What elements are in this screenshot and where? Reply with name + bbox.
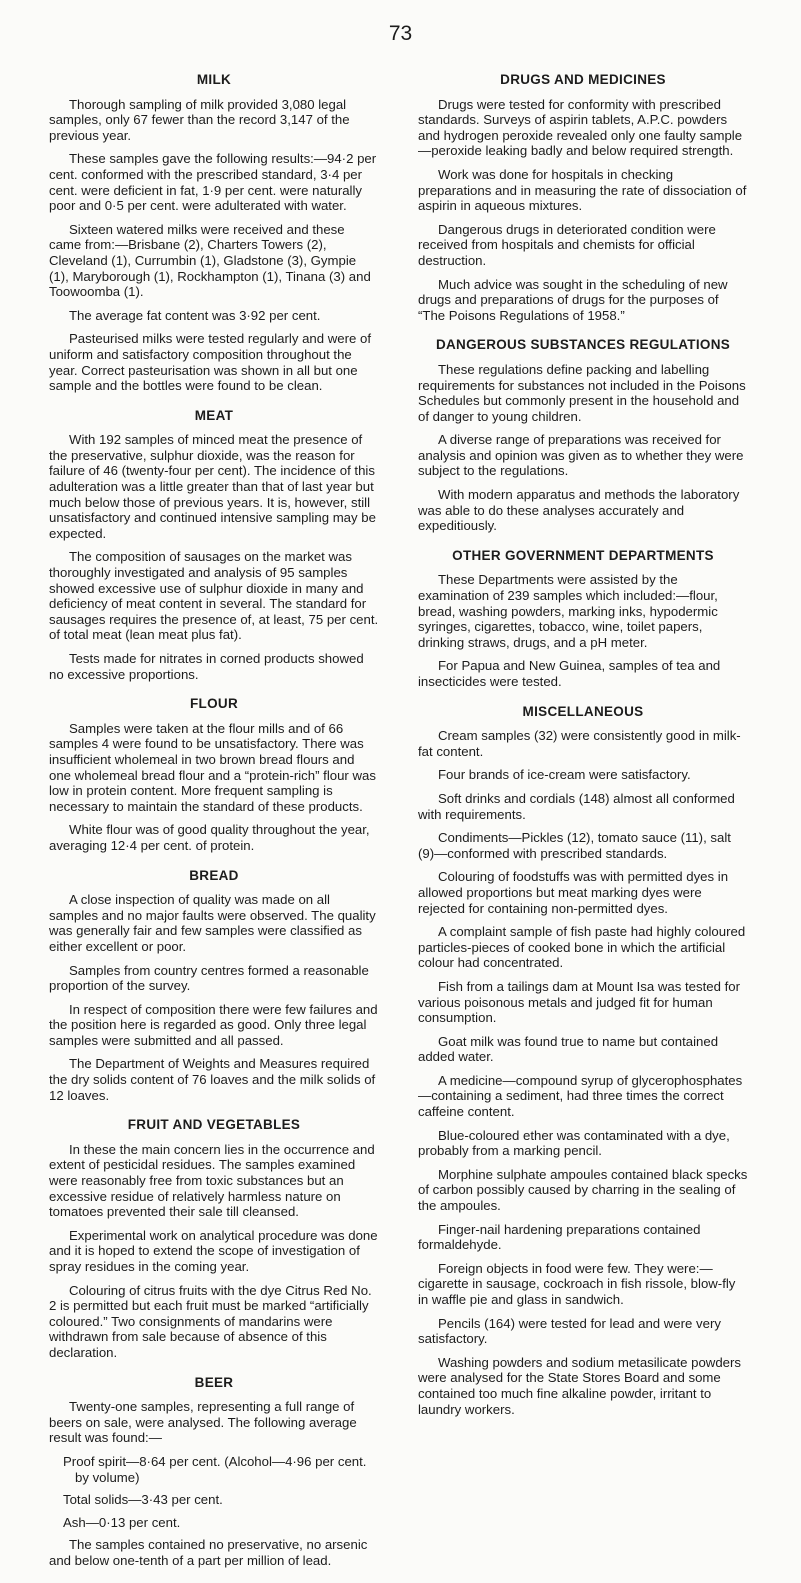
section-fruit-and-vegetables bbox=[49, 1117, 379, 1360]
paragraph: Soft drinks and cordials (148) almost all conformed with requirements. bbox=[418, 790, 735, 822]
paragraph: Pencils (164) were tested for lead and were very satisfactory. bbox=[418, 1315, 721, 1347]
section-flour bbox=[49, 696, 379, 853]
paragraph: Condiments—Pickles (12), tomato sauce (11), salt (9)—conformed with prescribed standards. bbox=[418, 830, 731, 861]
paragraph: Experimental work on analytical procedure was done and it is hoped to extend the scope of investigation of spray residues in the coming year. bbox=[49, 1227, 378, 1274]
paragraph: These samples gave the following results:—94·2 per cent. conformed with the prescribed standard, 3·4 per cent. were deficient in fat, 1·9 per cent. were naturally poor and 0·5 per cent. were adulterated with water. bbox=[49, 151, 377, 214]
paragraph: Colouring of citrus fruits with the dye Citrus Red No. 2 is permitted but each fruit must be marked “artificially coloured.” Two consignments of mandarins were withdrawn from sale because of absence of this declaration. bbox=[49, 1282, 372, 1360]
section-heading: OTHER GOVERNMENT DEPARTMENTS bbox=[452, 547, 714, 563]
paragraph: Colouring of foodstuffs was with permitted dyes in allowed proportions but meat marking dyes were rejected for containing non-permitted dyes. bbox=[418, 869, 729, 916]
paragraph: Finger-nail hardening preparations contained formaldehyde. bbox=[418, 1221, 701, 1253]
paragraph: The Department of Weights and Measures required the dry solids content of 76 loaves and the milk solids of 12 loaves. bbox=[49, 1056, 376, 1103]
paragraph: The samples contained no preservative, no arsenic and below one-tenth of a part per million of lead. bbox=[49, 1537, 368, 1568]
paragraph: Tests made for nitrates in corned products showed no excessive proportions. bbox=[49, 651, 364, 682]
paragraph: A medicine—compound syrup of glycerophosphates—containing a sediment, had three times the correct caffeine content. bbox=[418, 1072, 743, 1120]
paragraph: Foreign objects in food were few. They were:—cigarette in sausage, cockroach in fish rissole, blow-fly in waffle pie and glass in sandwich. bbox=[418, 1260, 736, 1307]
paragraph: These Departments were assisted by the examination of 239 samples which included:—flour, bread, washing powders, marking inks, hypodermic syringes, cigarettes, tobacco, wine, toilet papers, drinking straws, drugs, and a pH meter. bbox=[418, 572, 718, 650]
paragraph: Thorough sampling of milk provided 3,080 legal samples, only 67 fewer than the record 3,147 of the previous year. bbox=[49, 96, 350, 143]
paragraph: Work was done for hospitals in checking preparations and in measuring the rate of dissociation of aspirin in aqueous mixtures. bbox=[418, 166, 747, 214]
section-heading: MISCELLANEOUS bbox=[522, 703, 644, 719]
paragraph: Four brands of ice-cream were satisfactory. bbox=[438, 767, 691, 783]
paragraph: A diverse range of preparations was received for analysis and opinion was given as to whether they were subject to the regulations. bbox=[418, 432, 744, 479]
section-heading: DANGEROUS SUBSTANCES REGULATIONS bbox=[435, 337, 731, 353]
section-heading: BREAD bbox=[189, 867, 239, 883]
paragraph: Drugs were tested for conformity with prescribed standards. Surveys of aspirin tablets, A.P.C. powders and hydrogen peroxide revealed only one faulty sample—peroxide leaking badly and below required strength. bbox=[418, 96, 743, 159]
paragraph: A complaint sample of fish paste had highly coloured particles-pieces of cooked bone in which the artificial colour had concentrated. bbox=[418, 924, 746, 971]
paragraph: White flour was of good quality throughout the year, averaging 12·4 per cent. of protein. bbox=[49, 822, 370, 853]
paragraph: A close inspection of quality was made on all samples and no major faults were observed. The quality was generally fair and few samples were classified as either excellent or poor. bbox=[49, 892, 376, 954]
result-line: Ash—0·13 per cent. bbox=[63, 1514, 181, 1530]
section-other-government-departments bbox=[418, 548, 748, 690]
paragraph: Cream samples (32) were consistently good in milk-fat content. bbox=[418, 728, 741, 759]
section-heading: FRUIT AND VEGETABLES bbox=[127, 1117, 301, 1133]
left-column bbox=[49, 72, 379, 1583]
result-line: Total solids—3·43 per cent. bbox=[63, 1492, 223, 1508]
paragraph: With modern apparatus and methods the laboratory was able to do these analyses accurately and expeditiously. bbox=[418, 487, 740, 534]
section-miscellaneous bbox=[418, 704, 748, 1418]
paragraph: Sixteen watered milks were received and these came from:—Brisbane (2), Charters Towers (2), Cleveland (1), Currumbin (1), Gladstone (3), Gympie (1), Maryborough (1), Rockhampton (1), Tinana (3) and Toowoomba (1). bbox=[49, 221, 371, 300]
section-heading: MILK bbox=[196, 72, 232, 87]
section-heading: BEER bbox=[194, 1374, 234, 1390]
section-bread bbox=[49, 868, 379, 1104]
section-drugs-and-medicines bbox=[418, 72, 748, 323]
paragraph: The composition of sausages on the market was thoroughly investigated and analysis of 95 samples showed excessive use of sulphur dioxide in many and deficiency of meat content in several. The standard for sausages requires the presence of, at least, 75 per cent. of total meat (lean meat plus fat). bbox=[49, 549, 379, 643]
paragraph: Samples from country centres formed a reasonable proportion of the survey. bbox=[49, 962, 369, 994]
paragraph: Dangerous drugs in deteriorated condition were received from hospitals and chemists for official destruction. bbox=[418, 221, 716, 268]
paragraph: In respect of composition there were few failures and the position here is regarded as good. Only three legal samples were submitted and all passed. bbox=[49, 1001, 378, 1048]
paragraph: In these the main concern lies in the occurrence and extent of pesticidal residues. The samples examined were reasonably free from toxic substances but an excessive residue of relatively harmless nature on tomatoes prevented their sale till cleansed. bbox=[49, 1141, 375, 1220]
paragraph: Fish from a tailings dam at Mount Isa was tested for various poisonous metals and judged fit for human consumption. bbox=[418, 978, 740, 1026]
paragraph: Samples were taken at the flour mills and of 66 samples 4 were found to be unsatisfactory. There was insufficient wholemeal in two brown bread flours and one wholemeal bread flour and a “protein-rich” flour was low in protein content. More frequent sampling is necessary to maintain the standard of these products. bbox=[49, 720, 376, 814]
section-beer bbox=[49, 1375, 379, 1569]
paragraph: Blue-coloured ether was contaminated with a dye, probably from a marking pencil. bbox=[418, 1127, 730, 1159]
paragraph: Goat milk was found true to name but contained added water. bbox=[418, 1033, 719, 1065]
section-heading: FLOUR bbox=[190, 696, 238, 712]
paragraph: These regulations define packing and labelling requirements for substances not included in the Poisons Schedules but commonly present in the household and of danger to young children. bbox=[418, 361, 746, 424]
result-line: Proof spirit—8·64 per cent. (Alcohol—4·96 per cent. by volume) bbox=[63, 1453, 367, 1485]
paragraph: Morphine sulphate ampoules contained black specks of carbon possibly caused by charring in the sealing of the ampoules. bbox=[418, 1166, 748, 1214]
section-heading: MEAT bbox=[194, 407, 234, 423]
section-heading: DRUGS AND MEDICINES bbox=[500, 72, 666, 87]
paragraph: Washing powders and sodium metasilicate powders were analysed for the State Stores Board and some contained too much fine alkaline powder, irritant to laundry workers. bbox=[418, 1354, 741, 1417]
section-dangerous-substances-regulations bbox=[418, 337, 748, 534]
paragraph: With 192 samples of minced meat the presence of the preservative, sulphur dioxide, was the reason for failure of 46 (twenty-four per cent). The incidence of this adulteration was a little greater than that of last year but much below those of previous years. It is, however, still unsatisfactory and continued intensive sampling may be expected. bbox=[49, 432, 376, 541]
paragraph: Pasteurised milks were tested regularly and were of uniform and satisfactory composition throughout the year. Correct pasteurisation was shown in all but one sample and the bottles were found to be clean. bbox=[49, 331, 371, 394]
paragraph: For Papua and New Guinea, samples of tea and insecticides were tested. bbox=[418, 658, 721, 689]
paragraph: The average fat content was 3·92 per cent. bbox=[69, 307, 321, 323]
page-number: 73 bbox=[388, 22, 413, 45]
paragraph: Twenty-one samples, representing a full range of beers on sale, were analysed. The following average result was found:— bbox=[49, 1399, 357, 1446]
section-milk bbox=[49, 72, 379, 394]
section-meat bbox=[49, 408, 379, 683]
paragraph: Much advice was sought in the scheduling of new drugs and preparations of drugs for the purposes of “The Poisons Regulations of 1958.” bbox=[418, 276, 728, 323]
right-column bbox=[418, 72, 748, 1431]
